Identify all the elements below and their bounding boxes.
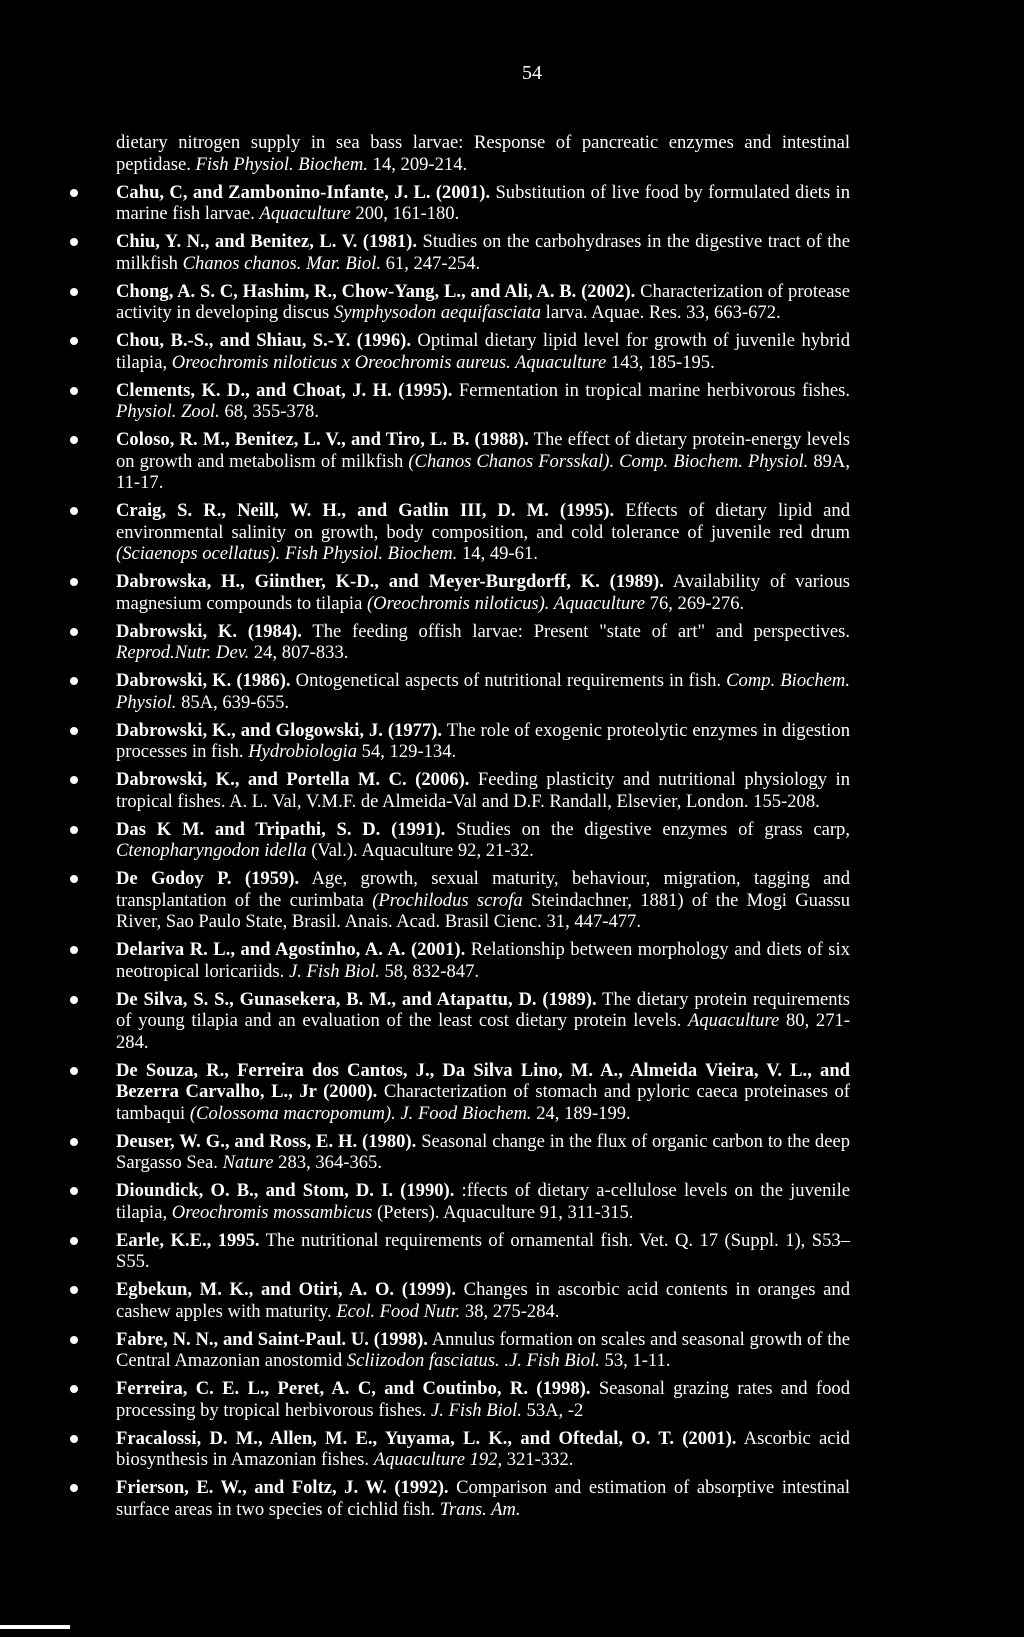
reference-text: Comparison and estimation of absorptive intestinal surface areas in two species of cichlid fish. (116, 1477, 850, 1520)
reference-entry (70, 939, 850, 982)
reference-text: :ffects of dietary a-cellulose levels on the juvenile tilapia, (116, 1180, 851, 1223)
reference-text: Studies on the carbohydrases in the digestive tract of the milkfish (116, 231, 850, 274)
reference-authors: Dabrowski, K., and Portella M. C. (2006). (116, 769, 470, 790)
reference-authors: Egbekun, M. K., and Otiri, A. O. (1999). (116, 1279, 456, 1300)
bullet-icon (70, 578, 78, 586)
reference-entry (70, 231, 850, 274)
reference-authors: Dioundick, O. B., and Stom, D. I. (1990). (116, 1180, 455, 1201)
reference-text: Availability of various magnesium compounds to tilapia (116, 571, 850, 614)
reference-authors: Delariva R. L., and Agostinho, A. A. (2001). (116, 939, 466, 960)
bullet-icon (70, 1067, 78, 1075)
reference-entry (70, 989, 850, 1054)
reference-entry (70, 1230, 850, 1273)
reference-journal: Symphysodon aequifasciata (333, 302, 542, 323)
reference-text: Age, growth, sexual maturity, behaviour, migration, tagging and transplantation of the curimbata (116, 868, 850, 911)
reference-entry (70, 670, 850, 713)
reference-entry (70, 429, 850, 494)
bullet-icon (70, 1187, 78, 1195)
reference-journal: (Chanos Chanos Forsskal). Comp. Biochem. Physiol. (408, 450, 809, 472)
reference-journal: Reprod.Nutr. Dev. (116, 642, 250, 663)
reference-authors: Coloso, R. M., Benitez, L. V., and Tiro, L. B. (1988). (116, 429, 529, 450)
reference-text: The feeding offish larvae: Present "state of art" and perspectives. (301, 620, 850, 642)
reference-journal: Ecol. Food Nutr. (336, 1300, 461, 1322)
bullet-icon (70, 337, 78, 345)
reference-entry (70, 182, 850, 225)
reference-entry (70, 769, 850, 812)
bullet-icon (70, 628, 78, 636)
reference-entry (70, 1060, 850, 1125)
reference-journal: (Oreochromis niloticus). Aquaculture (366, 592, 645, 614)
reference-text: The role of exogenic proteolytic enzymes in digestion processes in fish. (116, 719, 850, 762)
reference-authors: De Silva, S. S., Gunasekera, B. M., and Atapattu, D. (1989). (116, 988, 597, 1010)
reference-tail: 24, 807-833. (249, 642, 349, 663)
reference-text: Fermentation in tropical marine herbivorous fishes. (452, 379, 850, 401)
reference-authors: Ferreira, C. E. L., Peret, A. C, and Coutinbo, R. (1998). (116, 1378, 591, 1399)
reference-journal: Ctenopharyngodon idella (116, 840, 307, 861)
reference-tail: 53, 1-11. (599, 1350, 671, 1371)
reference-authors: Dabrowski, K. (1984). (116, 620, 302, 642)
reference-text: Effects of dietary lipid and environmental salinity on growth, body composition, and cold tolerance of juvenile red drum (116, 500, 850, 543)
reference-tail: 80, 271-284. (116, 1010, 851, 1053)
reference-entry (70, 281, 850, 324)
reference-text: Seasonal change in the flux of organic carbon to the deep Sargasso Sea. (116, 1130, 850, 1173)
reference-entry (70, 621, 850, 664)
reference-journal: Aquaculture (259, 203, 351, 224)
reference-authors: Dabrowska, H., Giinther, K-D., and Meyer-Burgdorff, K. (1989). (116, 571, 664, 592)
reference-journal: (Sciaenops ocellatus). Fish Physiol. Biochem. (116, 543, 458, 564)
reference-text: Optimal dietary lipid level for growth of juvenile hybrid tilapia, (116, 330, 850, 373)
reference-text: dietary nitrogen supply in sea bass larvae: Response of pancreatic enzymes and intestinal peptidase. (116, 132, 850, 175)
reference-journal: Hydrobiologia (248, 741, 358, 762)
bullet-icon (70, 727, 78, 735)
reference-authors: Cahu, C, and Zambonino-Infante, J. L. (2001). (116, 181, 491, 203)
reference-authors: Dabrowski, K. (1986). (116, 670, 291, 691)
bullet-icon (70, 946, 78, 954)
reference-authors: Chou, B.-S., and Shiau, S.-Y. (1996). (116, 330, 411, 351)
reference-text: The nutritional requirements of ornamental fish. Vet. Q. 17 (Suppl. 1), S53–S55. (116, 1229, 850, 1272)
reference-entry (70, 500, 850, 565)
reference-journal: (Prochilodus scrofa (372, 889, 523, 911)
reference-authors: Craig, S. R., Neill, W. H., and Gatlin III, D. M. (1995). (116, 500, 615, 521)
reference-tail: 76, 269-276. (645, 592, 745, 614)
reference-text: Annulus formation on scales and seasonal growth of the Central Amazonian anostomid (116, 1328, 851, 1371)
reference-entry (70, 380, 850, 423)
reference-tail: 200, 161-180. (350, 203, 460, 224)
reference-authors: De Godoy P. (1959). (116, 868, 300, 889)
reference-journal: (Colossoma macropomum). J. Food Biochem. (189, 1102, 532, 1124)
reference-tail: 321-332. (502, 1449, 574, 1470)
reference-text: Seasonal grazing rates and food processing by tropical herbivorous fishes. (116, 1378, 850, 1421)
bullet-icon (70, 1138, 78, 1146)
reference-entry (70, 1329, 850, 1372)
reference-entry (70, 720, 850, 763)
reference-authors: Fabre, N. N., and Saint-Paul. U. (1998). (116, 1328, 428, 1350)
reference-journal: Fish Physiol. Biochem. (195, 153, 368, 175)
reference-journal: Aquaculture (688, 1010, 780, 1031)
reference-tail: 24, 189-199. (531, 1102, 631, 1124)
reference-entry (70, 330, 850, 373)
reference-tail: 68, 355-378. (219, 401, 319, 422)
bullet-icon (70, 875, 78, 883)
reference-list (70, 132, 850, 1527)
reference-tail: 53A, -2 (521, 1399, 584, 1421)
reference-tail: 283, 364-365. (273, 1152, 382, 1173)
reference-text: Changes in ascorbic acid contents in oranges and cashew apples with maturity. (116, 1279, 850, 1322)
reference-entry (70, 1180, 850, 1223)
reference-tail: Steindachner, 1881) of the Mogi Guassu River, Sao Paulo State, Brasil. Anais. Acad. Brasil Cienc. 31, 447-477. (116, 889, 851, 932)
reference-text: Substitution of live food by formulated diets in marine fish larvae. (116, 181, 850, 224)
reference-tail: 61, 247-254. (380, 252, 481, 274)
reference-authors: Chong, A. S. C, Hashim, R., Chow-Yang, L., and Ali, A. B. (2002). (116, 280, 636, 302)
reference-tail: 14, 209-214. (368, 153, 468, 175)
reference-tail: 85A, 639-655. (176, 691, 290, 713)
bullet-icon (70, 238, 78, 246)
bullet-icon (70, 1237, 78, 1245)
reference-authors: De Souza, R., Ferreira dos Cantos, J., Da Silva Lino, M. A., Almeida Vieira, V. L., and Bezerra Carvalho, L., Jr (2000). (116, 1059, 850, 1102)
reference-entry (70, 819, 850, 862)
reference-authors: Clements, K. D., and Choat, J. H. (1995). (116, 379, 453, 401)
reference-entry (70, 868, 850, 933)
reference-text: Studies on the digestive enzymes of grass carp, (445, 818, 850, 840)
reference-journal: Oreochromis niloticus x Oreochromis aureus. Aquaculture (171, 351, 607, 373)
bullet-icon (70, 189, 78, 197)
reference-entry (70, 1428, 850, 1471)
bullet-icon (70, 1286, 78, 1294)
reference-authors: Fracalossi, D. M., Allen, M. E., Yuyama, L. K., and Oftedal, O. T. (2001). (116, 1427, 737, 1449)
reference-authors: Dabrowski, K., and Glogowski, J. (1977). (116, 719, 443, 741)
reference-journal: Scliizodon fasciatus. .J. Fish Biol. (346, 1350, 600, 1371)
reference-continuation (70, 132, 850, 175)
bullet-icon (70, 826, 78, 834)
reference-tail: 38, 275-284. (460, 1300, 560, 1322)
reference-tail: (Val.). Aquaculture 92, 21-32. (306, 840, 534, 861)
reference-tail: 14, 49-61. (457, 543, 538, 564)
bullet-icon (70, 1435, 78, 1443)
reference-journal: Nature (222, 1152, 274, 1173)
bullet-icon (70, 436, 78, 444)
page-number: 54 (522, 62, 542, 84)
bullet-icon (70, 507, 78, 515)
reference-journal: Physiol. Zool. (116, 401, 220, 422)
reference-journal: Oreochromis mossambicus (171, 1201, 373, 1223)
reference-journal: J. Fish Biol. (431, 1399, 522, 1421)
footer-mark (0, 1625, 70, 1629)
reference-text: Characterization of stomach and pyloric caeca proteinases of tambaqui (116, 1081, 850, 1124)
reference-text: Relationship between morphology and diets of six neotropical loricariids. (116, 939, 850, 982)
reference-authors: Frierson, E. W., and Foltz, J. W. (1992). (116, 1477, 449, 1498)
reference-tail: 54, 129-134. (357, 741, 457, 762)
reference-text: Ontogenetical aspects of nutritional requirements in fish. (290, 670, 727, 691)
reference-journal: Comp. Biochem. Physiol. (116, 670, 850, 713)
bullet-icon (70, 677, 78, 685)
reference-authors: Chiu, Y. N., and Benitez, L. V. (1981). (116, 231, 417, 252)
reference-entry (70, 1477, 850, 1520)
reference-entry (70, 571, 850, 614)
reference-tail: 89A, 11-17. (116, 450, 850, 493)
bullet-icon (70, 1484, 78, 1492)
reference-text: The dietary protein requirements of young tilapia and an evaluation of the least cost dietary protein levels. (116, 988, 850, 1031)
reference-journal: Trans. Am. (439, 1498, 521, 1520)
reference-entry (70, 1279, 850, 1322)
reference-text: Ascorbic acid biosynthesis in Amazonian fishes. (116, 1427, 850, 1470)
reference-tail: 143, 185-195. (606, 351, 715, 373)
bullet-icon (70, 288, 78, 296)
reference-authors: Das K M. and Tripathi, S. D. (1991). (116, 818, 446, 840)
bullet-icon (70, 1336, 78, 1344)
reference-entry (70, 1131, 850, 1174)
bullet-icon (70, 387, 78, 395)
reference-journal: J. Fish Biol. (288, 960, 380, 982)
reference-authors: Deuser, W. G., and Ross, E. H. (1980). (116, 1130, 417, 1152)
bullet-icon (70, 776, 78, 784)
reference-text: Feeding plasticity and nutritional physiology in tropical fishes. A. L. Val, V.M.F. de Almeida-Val and D.F. Randall, Elsevier, London. 155-208. (116, 769, 850, 812)
reference-journal: Chanos chanos. Mar. Biol. (182, 252, 381, 274)
reference-authors: Earle, K.E., 1995. (116, 1229, 260, 1251)
reference-text: Characterization of protease activity in developing discus (116, 280, 850, 323)
reference-entry (70, 1378, 850, 1421)
reference-tail: larva. Aquae. Res. 33, 663-672. (541, 302, 781, 323)
bullet-icon (70, 1385, 78, 1393)
reference-tail: 58, 832-847. (379, 960, 480, 982)
reference-text: The effect of dietary protein-energy levels on growth and metabolism of milkfish (116, 429, 850, 472)
reference-journal: Aquaculture 192, (373, 1449, 503, 1470)
reference-tail: (Peters). Aquaculture 91, 311-315. (372, 1201, 634, 1223)
bullet-icon (70, 996, 78, 1004)
